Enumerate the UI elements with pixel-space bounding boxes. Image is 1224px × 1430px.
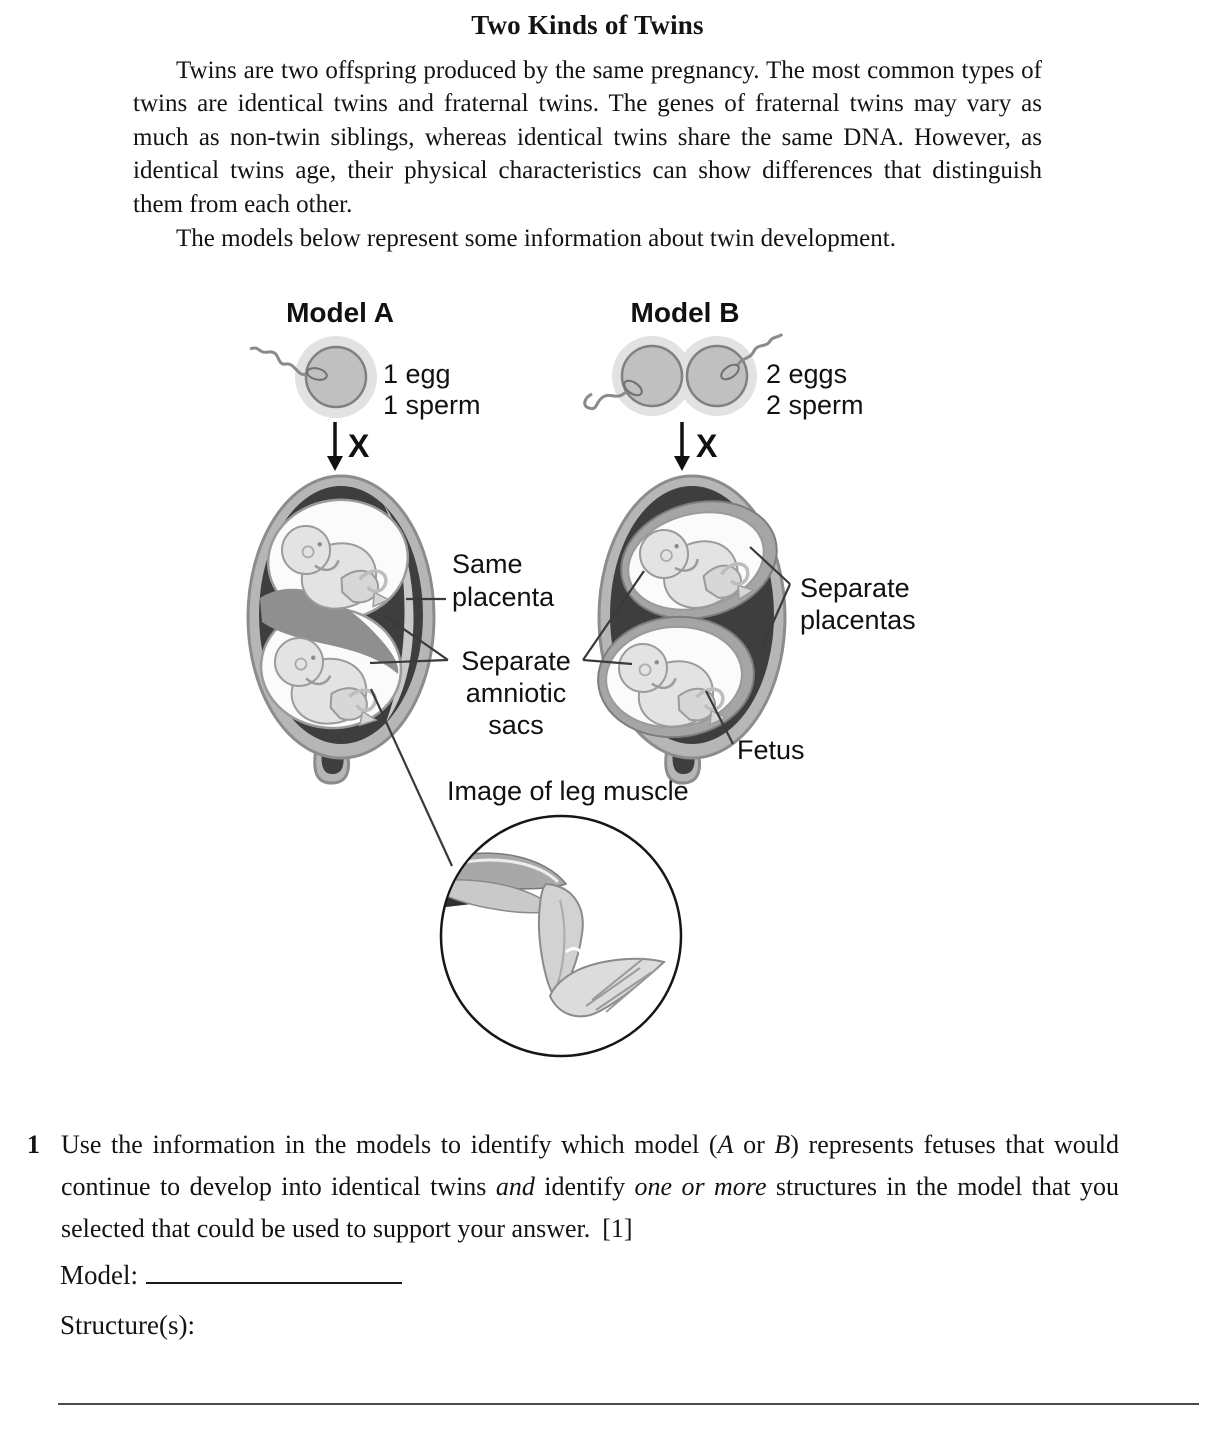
model-b-fertilization-arrow xyxy=(674,422,690,471)
question-number: 1 xyxy=(27,1130,40,1159)
question-1 xyxy=(27,1124,1119,1250)
annotation-separate-placentas xyxy=(800,573,916,635)
svg-text:sacs: sacs xyxy=(488,710,544,740)
model-b-fertilization-x: X xyxy=(696,428,718,464)
models-intro-paragraph: The models below represent some information about twin development. xyxy=(176,225,896,252)
annotation-separate-amniotic-sacs xyxy=(461,646,571,740)
egg-cell-icon xyxy=(622,346,682,406)
structures-answer-label: Structure(s): xyxy=(60,1310,195,1340)
svg-text:placentas: placentas xyxy=(800,605,916,635)
model-a-egg-count-label: 1 egg xyxy=(383,359,451,389)
svg-text:Separate: Separate xyxy=(461,646,571,676)
model-answer-label: Model: xyxy=(60,1260,138,1290)
svg-text:Same: Same xyxy=(452,549,523,579)
sperm-tail-icon xyxy=(585,392,626,409)
page-title: Two Kinds of Twins xyxy=(471,10,704,40)
model-a-fertilization-arrow xyxy=(327,422,343,471)
svg-text:Separate: Separate xyxy=(800,573,910,603)
answer-rule-line xyxy=(58,1403,1199,1405)
leg-muscle-illustration xyxy=(438,816,681,1056)
model-b-sperm-count-label: 2 sperm xyxy=(766,390,864,420)
model-b-heading: Model B xyxy=(630,297,740,328)
model-b-egg-count-label: 2 eggs xyxy=(766,359,848,389)
model-b-egg-sperm-illustration xyxy=(585,334,782,416)
egg-cell-icon xyxy=(687,346,747,406)
model-answer-row xyxy=(60,1258,402,1291)
annotation-leg-muscle: Image of leg muscle xyxy=(447,776,689,806)
question-text: Use the information in the models to identify which model (A or B) represents fetuses that would continue to develop into identical twins and identify one or more structures in the model that you selected that could be used to support your answer. [1] xyxy=(61,1130,1119,1243)
svg-text:placenta: placenta xyxy=(452,582,555,612)
model-answer-blank xyxy=(146,1258,402,1284)
model-a-fertilization-x: X xyxy=(348,428,370,464)
annotation-fetus: Fetus xyxy=(737,735,805,765)
model-a-sperm-count-label: 1 sperm xyxy=(383,390,481,420)
model-a-egg-sperm-illustration xyxy=(250,336,377,418)
intro-paragraph: Twins are two offspring produced by the same pregnancy. The most common types of twins are identical twins and fraternal twins. The genes of fraternal twins may vary as much as non-twin siblings, whereas identical twins share the same DNA. However, as identical twins age, their physical characteristics can show differences that distinguish them from each other. xyxy=(133,57,1042,218)
annotation-same-placenta xyxy=(452,549,555,612)
svg-text:amniotic: amniotic xyxy=(465,678,567,708)
model-a-heading: Model A xyxy=(286,297,394,328)
